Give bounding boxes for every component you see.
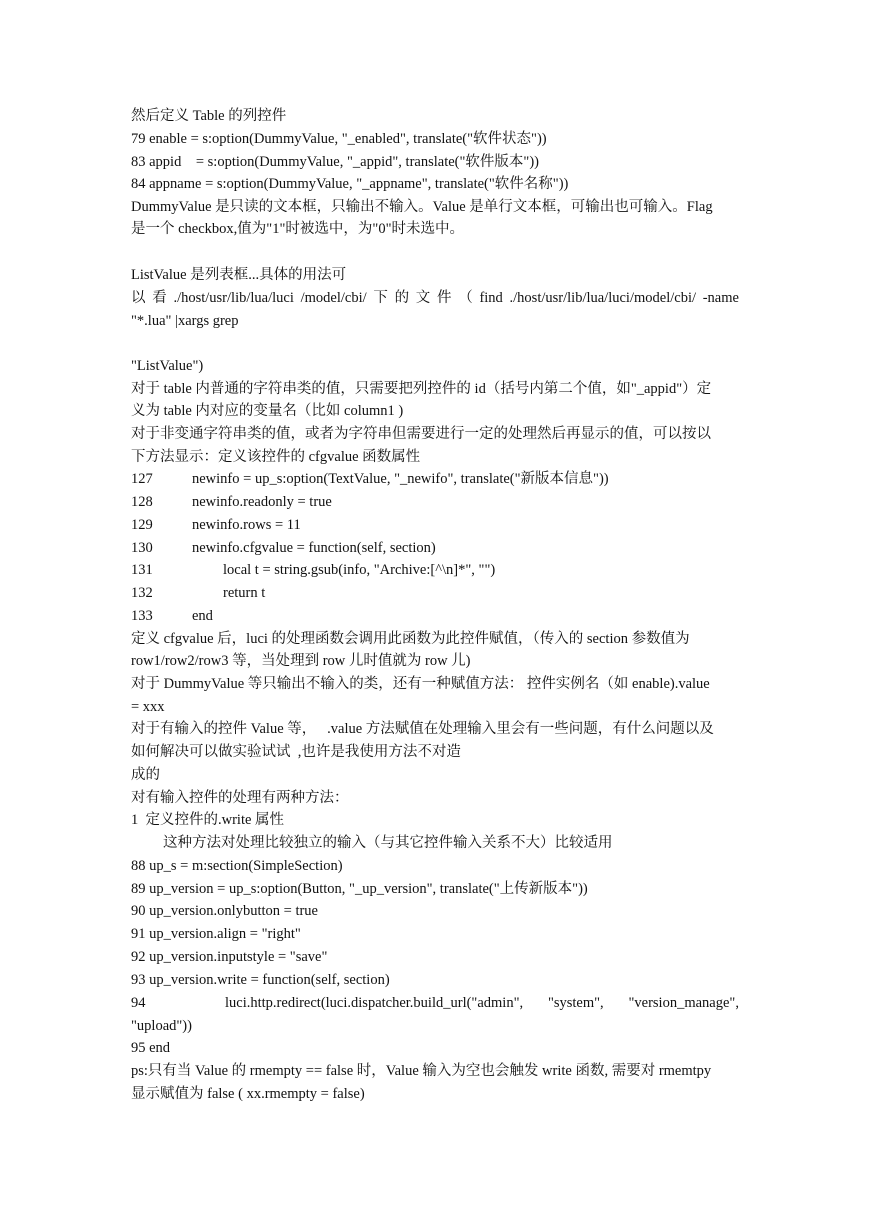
text-line: 定义 cfgvalue 后，luci 的处理函数会调用此函数为此控件赋值，（传入的 section 参数值为	[131, 631, 690, 647]
code-block-line	[131, 538, 739, 560]
code-text: newinfo.rows = 11	[192, 517, 301, 533]
code-line: 91 up_version.align = "right"	[131, 926, 301, 942]
text-line: 显示赋值为 false ( xx.rmempty = false)	[131, 1086, 365, 1102]
code-text-group	[225, 993, 739, 1013]
code-line: 93 up_version.write = function(self, section)	[131, 972, 390, 988]
line-number: 94	[131, 995, 146, 1011]
code-line: "upload"))	[131, 1018, 192, 1034]
code-text: return t	[223, 585, 266, 601]
text-line: 这种方法对处理比较独立的输入（与其它控件输入关系不大）比较适用	[163, 835, 613, 851]
word: -name	[702, 290, 739, 306]
text-line: 成的	[131, 767, 160, 783]
line-number: 133	[131, 608, 153, 624]
code-text: luci.http.redirect(luci.dispatcher.build_url("admin",	[225, 995, 524, 1011]
line-number: 128	[131, 494, 153, 510]
code-text: "system",	[547, 995, 604, 1011]
code-text: "version_manage",	[628, 995, 739, 1011]
code-line: 92 up_version.inputstyle = "save"	[131, 949, 328, 965]
word: 看	[152, 290, 167, 306]
word: 件	[437, 290, 452, 306]
code-line: 79 enable = s:option(DummyValue, "_enabled", translate("软件状态"))	[131, 131, 547, 147]
path-text: ./host/usr/lib/lua/luci	[173, 290, 294, 306]
code-line: 95 end	[131, 1040, 171, 1056]
code-line: 89 up_version = up_s:option(Button, "_up_version", translate("上传新版本"))	[131, 881, 588, 897]
code-text: newinfo.readonly = true	[192, 494, 332, 510]
text-line: 义为 table 内对应的变量名（比如 column1 )	[131, 403, 404, 419]
path-text: ./host/usr/lib/lua/luci/model/cbi/	[509, 290, 696, 306]
text-line: ps:只有当 Value 的 rmempty == false 时，Value 输入为空也会触发 write 函数, 需要对 rmemtpy	[131, 1063, 712, 1079]
text-line: 对于 DummyValue 等只输出不输入的类，还有一种赋值方法： 控件实例名（如 enable).value	[131, 676, 710, 692]
code-line: 88 up_s = m:section(SimpleSection)	[131, 858, 343, 874]
word: 以	[131, 290, 146, 306]
text-line: "*.lua" |xargs grep	[131, 313, 239, 329]
code-line	[131, 993, 739, 1015]
text-line: 下方法显示：定义该控件的 cfgvalue 函数属性	[131, 449, 421, 465]
text-line: 是一个 checkbox,值为"1"时被选中，为"0"时未选中。	[131, 221, 464, 237]
code-block-line	[131, 560, 739, 582]
code-text: end	[192, 608, 213, 624]
code-text: local t = string.gsub(info, "Archive:[^\n]*", "")	[223, 562, 496, 578]
line-number: 131	[131, 562, 153, 578]
code-block-line	[131, 583, 739, 605]
code-block-line	[131, 469, 739, 491]
line-number: 130	[131, 540, 153, 556]
text-line: 如何解决可以做实验试试 ,也许是我使用方法不对造	[131, 744, 461, 760]
word: 的	[394, 290, 410, 306]
word: 下	[373, 290, 388, 306]
text-line: 对于非变通字符串类的值，或者为字符串但需要进行一定的处理然后再显示的值，可以按以	[131, 426, 711, 442]
code-line: 84 appname = s:option(DummyValue, "_appname", translate("软件名称"))	[131, 176, 569, 192]
find-command-line	[131, 288, 739, 310]
code-block-line	[131, 515, 739, 537]
code-block-line	[131, 606, 739, 628]
code-text: newinfo.cfgvalue = function(self, section)	[192, 540, 436, 556]
text-line: = xxx	[131, 699, 165, 715]
code-text: newinfo = up_s:option(TextValue, "_newifo", translate("新版本信息"))	[192, 471, 609, 487]
word: （	[458, 290, 473, 306]
text-line: "ListValue")	[131, 358, 204, 374]
code-line: 90 up_version.onlybutton = true	[131, 903, 318, 919]
code-block-line	[131, 492, 739, 514]
text-line: DummyValue 是只读的文本框，只输出不输入。Value 是单行文本框，可输出也可输入。Flag	[131, 199, 713, 215]
code-line: 83 appid = s:option(DummyValue, "_appid", translate("软件版本"))	[131, 154, 539, 170]
text-line: row1/row2/row3 等，当处理到 row 儿时值就为 row 儿)	[131, 653, 471, 669]
word: 文	[415, 290, 431, 306]
line-number: 129	[131, 517, 153, 533]
word: find	[479, 290, 503, 306]
text-line: 对有输入控件的处理有两种方法：	[131, 790, 349, 806]
line-number: 127	[131, 471, 153, 487]
text-line: 1 定义控件的.write 属性	[131, 812, 285, 828]
text-line: 然后定义 Table 的列控件	[131, 108, 287, 124]
text-line: ListValue 是列表框...具体的用法可	[131, 267, 347, 283]
path-text: /model/cbi/	[300, 290, 367, 306]
text-line: 对于有输入的控件 Value 等， .value 方法赋值在处理输入里会有一些问题，有什么问题以及	[131, 721, 714, 737]
text-line: 对于 table 内普通的字符串类的值，只需要把列控件的 id（括号内第二个值，如"_appid"）定	[131, 381, 712, 397]
line-number: 132	[131, 585, 153, 601]
